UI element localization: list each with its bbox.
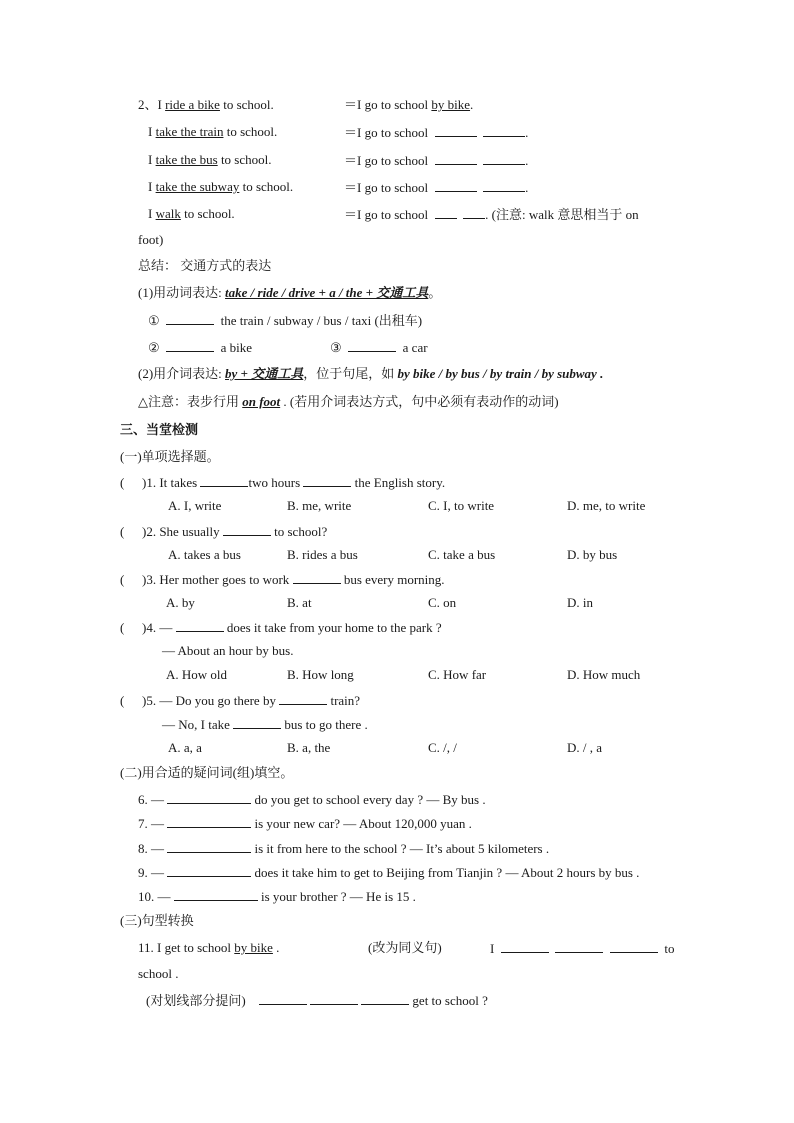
- row-tail: to school.: [180, 206, 235, 221]
- text: does it take him to get to Beijing from Tianjin ? — About 2 hours by bus .: [251, 865, 640, 880]
- fill-7: [138, 815, 472, 832]
- row-pre: I: [148, 179, 156, 194]
- option-d[interactable]: D. by bus: [567, 547, 618, 562]
- part-1-title: [120, 449, 220, 465]
- equivalent: ＝I go to school: [344, 97, 432, 112]
- option-d[interactable]: D. / , a: [567, 740, 603, 755]
- option-a[interactable]: A. a, a: [168, 740, 202, 755]
- blank[interactable]: [166, 312, 214, 325]
- question-5-line-2: [162, 716, 368, 733]
- option-a[interactable]: A. by: [166, 595, 195, 610]
- summary-verb: [138, 285, 441, 301]
- mid: ，位于句尾，如: [303, 366, 398, 381]
- q-end: the English story.: [351, 475, 446, 490]
- label: (2)用介词表达:: [138, 366, 226, 381]
- fill-9: [138, 864, 639, 881]
- q-text: )4. —: [142, 620, 176, 635]
- summary-choice-2: [148, 339, 252, 356]
- option-b[interactable]: B. a, the: [287, 740, 331, 755]
- dot: .: [272, 940, 280, 955]
- transport-row-3: [148, 152, 272, 168]
- blank[interactable]: [174, 888, 258, 901]
- num: ③: [330, 340, 342, 355]
- q-end: bus every morning.: [340, 572, 445, 587]
- part-3-title: (三)句型转换: [120, 913, 194, 928]
- fill-8: [138, 840, 549, 857]
- formula: by + 交通工具: [225, 366, 304, 381]
- blank[interactable]: [483, 152, 525, 165]
- row-tail: to school.: [239, 179, 294, 194]
- blank[interactable]: [167, 791, 251, 804]
- blank[interactable]: [310, 992, 358, 1005]
- row-number: 2、I: [138, 97, 166, 112]
- q-text: )3. Her mother goes to work: [142, 572, 293, 587]
- blank[interactable]: [279, 692, 327, 705]
- blank[interactable]: [166, 339, 214, 352]
- text: a car: [402, 340, 428, 355]
- q-end: train?: [327, 693, 361, 708]
- paren-open[interactable]: (: [120, 693, 125, 708]
- num: 9. —: [138, 865, 168, 880]
- num: ①: [148, 313, 160, 328]
- q-text: — No, I take: [162, 717, 234, 732]
- blank[interactable]: [348, 339, 396, 352]
- question-3: [120, 571, 445, 588]
- option-c[interactable]: C. /, /: [428, 740, 457, 755]
- blank[interactable]: [293, 571, 341, 584]
- transport-row-1-eq: [344, 97, 473, 113]
- num: 10. —: [138, 889, 174, 904]
- equivalent: ＝I go to school: [344, 125, 429, 140]
- row-end: .: [470, 97, 474, 112]
- section-3-title: [120, 422, 198, 438]
- underlined-phrase: by bike: [234, 940, 273, 955]
- blank[interactable]: [167, 864, 251, 877]
- paren-open[interactable]: (: [120, 572, 125, 587]
- formula: on foot: [242, 394, 281, 409]
- transport-row-3-eq: ＝I go to school .: [344, 153, 529, 168]
- row-tail: to school.: [217, 152, 272, 167]
- transport-row-5-note2: [138, 232, 163, 248]
- verb-phrase: take the subway: [155, 179, 240, 194]
- text: do you get to school every day ? — By bus .: [251, 792, 486, 807]
- transport-row-5: [148, 206, 235, 222]
- tail: get to school ?: [409, 993, 488, 1008]
- blank[interactable]: [167, 815, 251, 828]
- option-a[interactable]: A. I, write: [168, 498, 222, 513]
- num: 6. —: [138, 792, 168, 807]
- blank[interactable]: [501, 940, 549, 953]
- transform-11-line-2: school .: [138, 966, 179, 981]
- label: △注意：表步行用: [138, 394, 243, 409]
- option-d[interactable]: D. in: [567, 595, 593, 610]
- blank[interactable]: [176, 619, 224, 632]
- note-cont: foot): [138, 232, 164, 247]
- option-c[interactable]: C. I, to write: [428, 498, 495, 513]
- option-d[interactable]: D. me, to write: [567, 498, 646, 513]
- transport-row-5-eq: [344, 206, 639, 223]
- fill-10: [138, 888, 416, 905]
- equivalent: ＝I go to school: [344, 180, 429, 195]
- answer: by bike: [431, 97, 471, 112]
- blank[interactable]: [223, 523, 271, 536]
- blank[interactable]: [233, 716, 281, 729]
- text: the train / subway / bus / taxi (出租车): [220, 313, 423, 328]
- text: a bike: [220, 340, 253, 355]
- blank[interactable]: [463, 206, 485, 219]
- q-text: )2. She usually: [142, 524, 223, 539]
- blank[interactable]: [483, 124, 525, 137]
- option-b[interactable]: B. me, write: [287, 498, 352, 513]
- blank[interactable]: [435, 206, 457, 219]
- q-text: )5. — Do you go there by: [142, 693, 280, 708]
- num: 7. —: [138, 816, 168, 831]
- question-5: [120, 692, 360, 709]
- blank[interactable]: [167, 840, 251, 853]
- option-b[interactable]: B. rides a bus: [287, 547, 358, 562]
- blank[interactable]: [555, 940, 603, 953]
- question-1: [120, 474, 445, 491]
- tail: . (若用介词表达方式，句中必须有表动作的动词): [280, 394, 559, 409]
- option-c[interactable]: C. take a bus: [428, 547, 496, 562]
- q-end: to school?: [270, 524, 328, 539]
- transport-row-4: [148, 179, 293, 195]
- num: ②: [148, 340, 160, 355]
- part-2-title: (二)用合适的疑问词(组)填空。: [120, 765, 294, 780]
- instruction: (对划线部分提问): [146, 993, 246, 1008]
- blank[interactable]: [435, 179, 477, 192]
- section-title-text: 三、当堂检测: [120, 422, 199, 437]
- option-c[interactable]: C. How far: [428, 667, 487, 682]
- transport-row-4-eq: ＝I go to school .: [344, 180, 529, 195]
- q-text: )1. It takes: [142, 475, 201, 490]
- row-pre: I: [148, 152, 156, 167]
- question-2: [120, 523, 327, 540]
- transport-row-1: [138, 97, 274, 113]
- blank[interactable]: [200, 474, 248, 487]
- paren-open[interactable]: (: [120, 475, 125, 490]
- blank[interactable]: [435, 124, 477, 137]
- summary-choice-3: [330, 339, 428, 356]
- q-end: does it take from your home to the park ?: [223, 620, 442, 635]
- row-pre: I: [148, 124, 156, 139]
- option-b[interactable]: B. at: [287, 595, 312, 610]
- option-b[interactable]: B. How long: [287, 667, 354, 682]
- blank[interactable]: [361, 992, 409, 1005]
- verb-phrase: take the train: [155, 124, 224, 139]
- paren-open[interactable]: (: [120, 620, 125, 635]
- transform-11-answer: [490, 940, 674, 957]
- summary-choice-1: [148, 312, 422, 329]
- option-c[interactable]: C. on: [428, 595, 457, 610]
- fill-6: [138, 791, 486, 808]
- transport-row-2: [148, 124, 277, 140]
- note: . (注意: walk 意思相当于 on: [485, 207, 639, 222]
- option-d[interactable]: D. How much: [567, 667, 641, 682]
- paren-open[interactable]: (: [120, 524, 125, 539]
- option-a[interactable]: A. takes a bus: [168, 547, 241, 562]
- examples: by bike / by bus / by train / by subway .: [397, 366, 604, 381]
- verb-phrase: take the bus: [155, 152, 218, 167]
- text: 11. I get to school: [138, 940, 235, 955]
- blank[interactable]: [610, 940, 658, 953]
- transform-11-instruction: (改为同义句): [368, 940, 442, 955]
- end: 。: [428, 285, 442, 300]
- transform-11-ask: [146, 992, 488, 1009]
- row-tail: to school.: [219, 97, 274, 112]
- option-a[interactable]: A. How old: [166, 667, 228, 682]
- text: is your new car? — About 120,000 yuan .: [251, 816, 472, 831]
- pronoun: I: [490, 941, 495, 956]
- question-4: [120, 619, 442, 636]
- blank[interactable]: [483, 179, 525, 192]
- q-mid: two hours: [248, 475, 304, 490]
- formula: take / ride / drive + a / the + 交通工具: [225, 285, 429, 300]
- to: to: [664, 941, 675, 956]
- part-title-text: (一)单项选择题。: [120, 449, 220, 464]
- summary-title: [138, 258, 271, 274]
- text: is it from here to the school ? — It’s about 5 kilometers .: [251, 841, 550, 856]
- equivalent: ＝I go to school: [344, 153, 429, 168]
- equivalent: ＝I go to school: [344, 207, 429, 222]
- summary-title-text: 总结： 交通方式的表达: [138, 258, 272, 273]
- row-pre: I: [148, 206, 156, 221]
- num: 8. —: [138, 841, 168, 856]
- summary-note: [138, 394, 559, 410]
- blank[interactable]: [303, 474, 351, 487]
- summary-prep: [138, 366, 603, 382]
- blank[interactable]: [259, 992, 307, 1005]
- verb-phrase: ride a bike: [165, 97, 220, 112]
- question-4-line-2: — About an hour by bus.: [162, 643, 294, 658]
- transport-row-2-eq: ＝I go to school .: [344, 125, 529, 140]
- label: (1)用动词表达:: [138, 285, 226, 300]
- q-end: bus to go there .: [281, 717, 368, 732]
- transform-11: [138, 940, 279, 956]
- row-tail: to school.: [223, 124, 278, 139]
- verb-phrase: walk: [155, 206, 181, 221]
- blank[interactable]: [435, 152, 477, 165]
- text: is your brother ? — He is 15 .: [257, 889, 416, 904]
